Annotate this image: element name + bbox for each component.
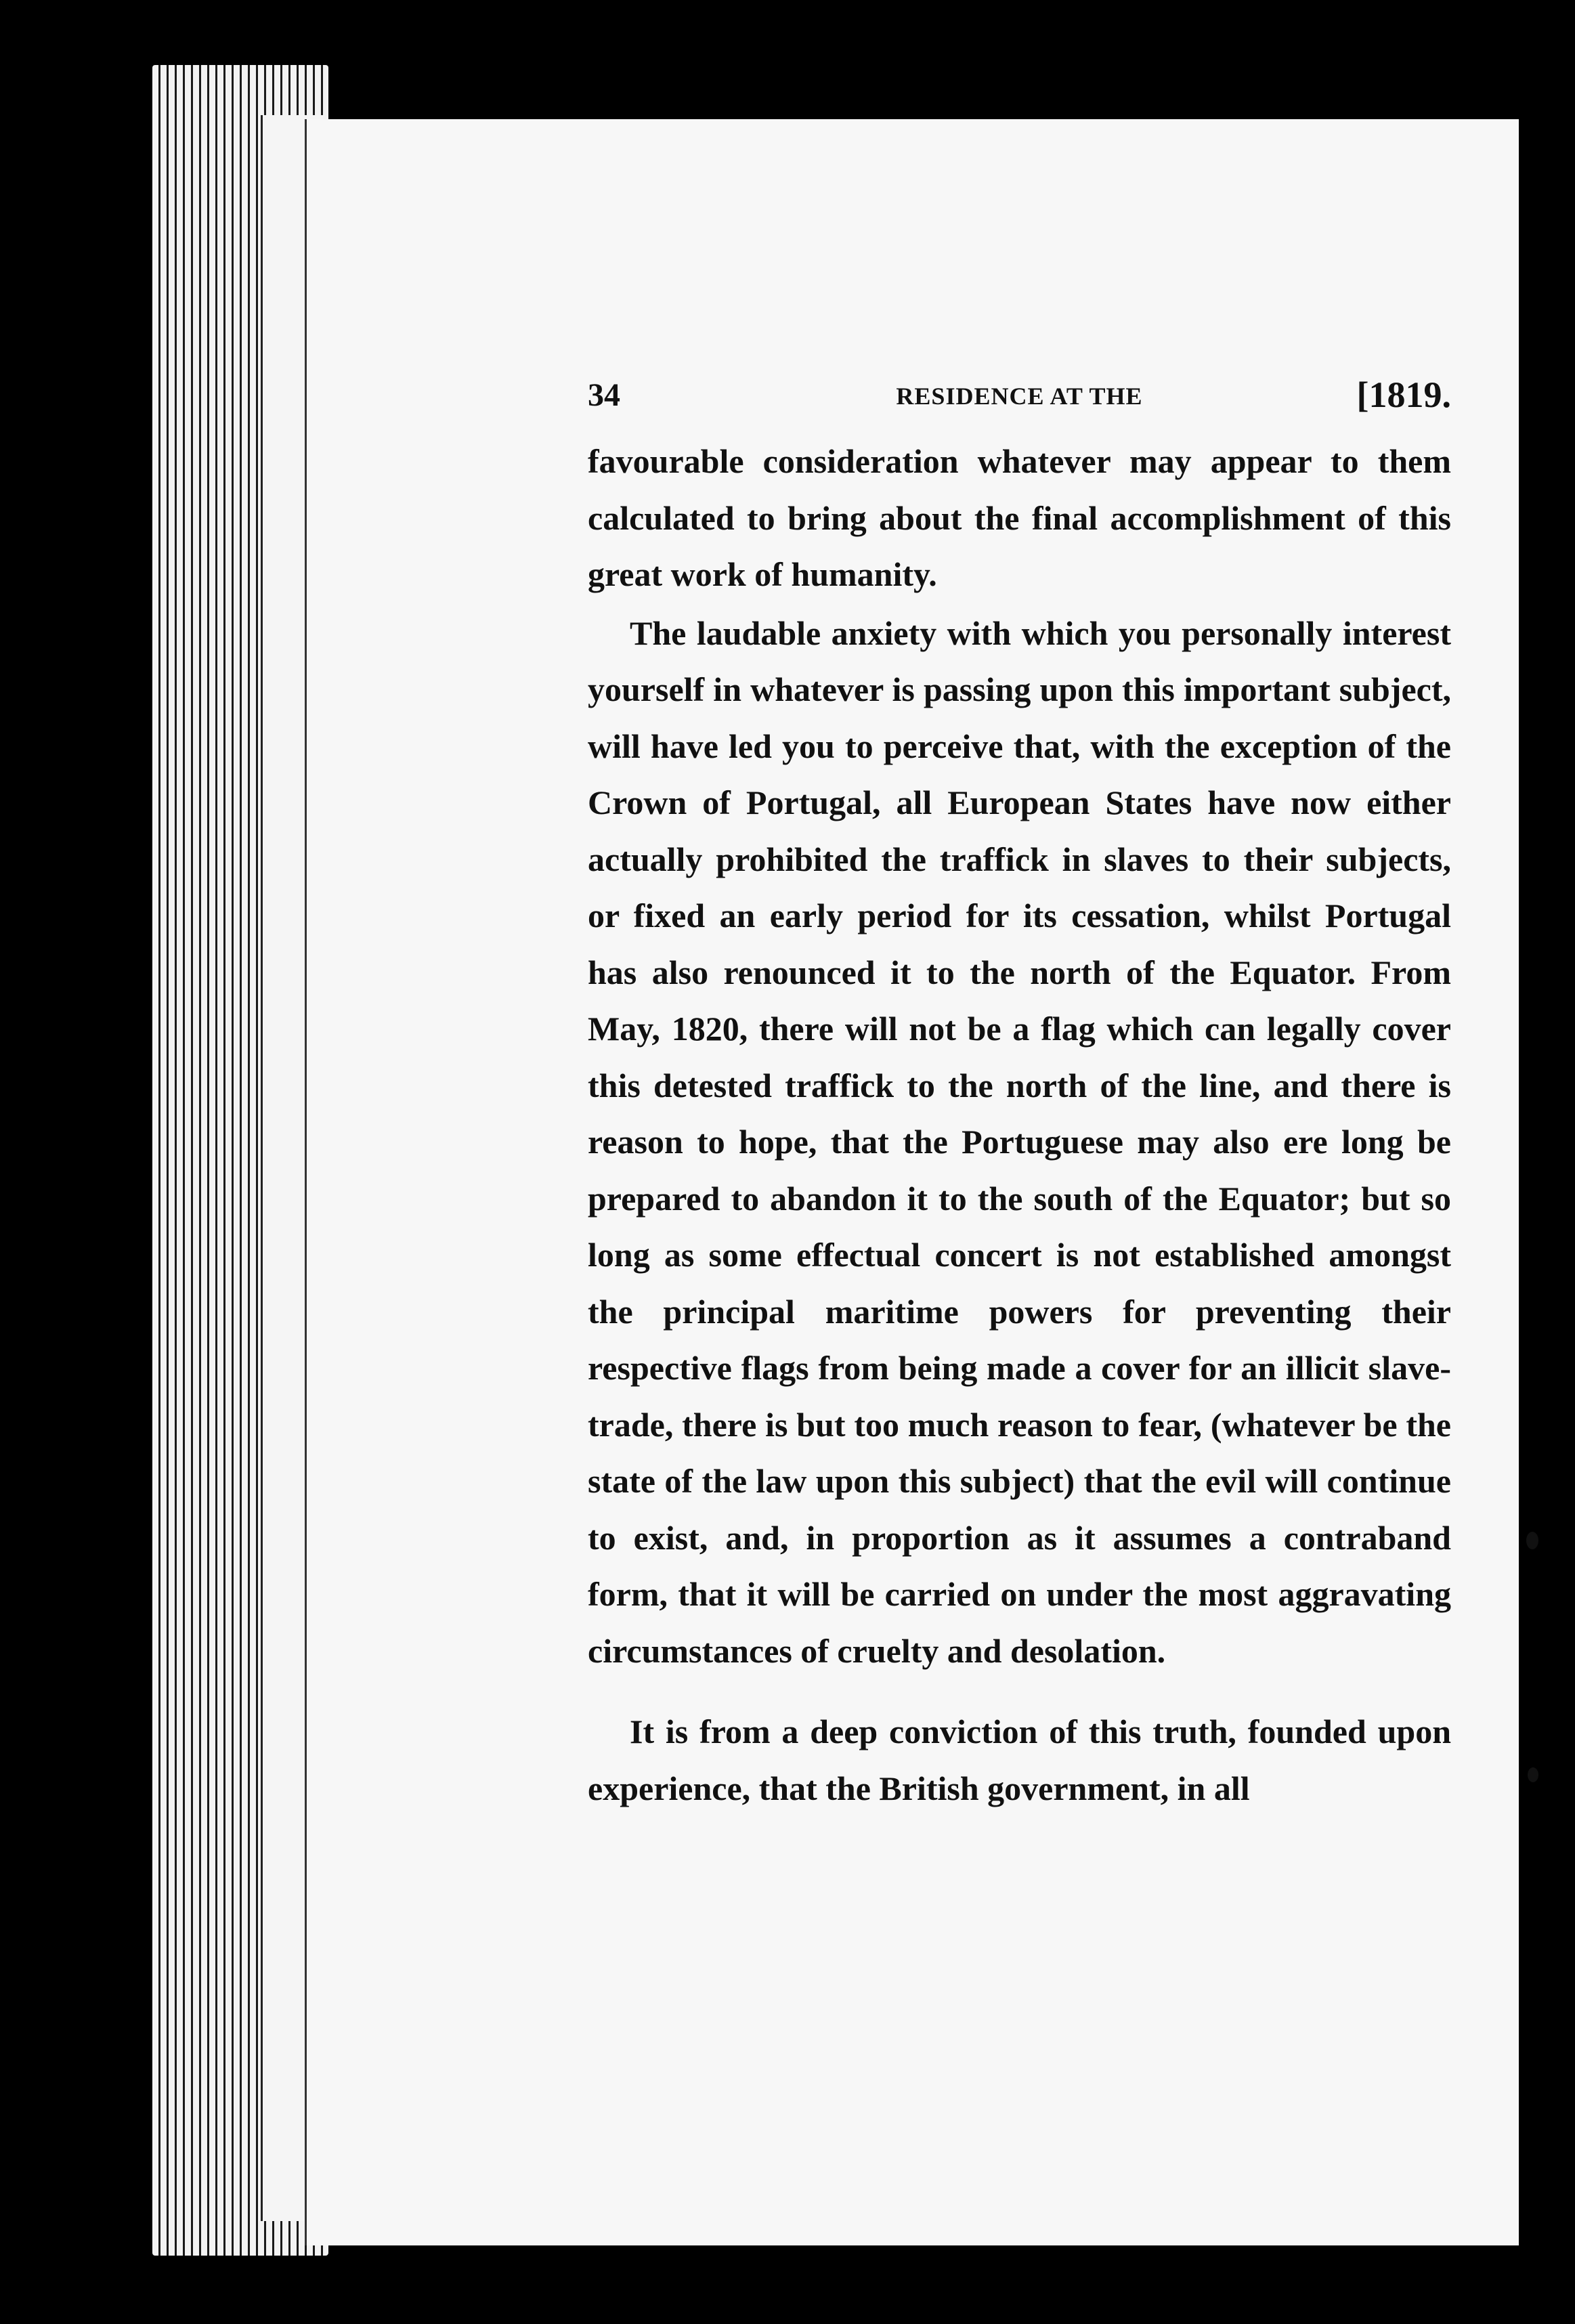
body-text: [588, 433, 1451, 1817]
running-year: [1819.: [1356, 374, 1451, 415]
scan-speck: [1526, 1532, 1538, 1549]
running-head: [588, 371, 1451, 425]
page-number: 34: [588, 377, 620, 413]
paragraph: It is from a deep conviction of this truth, founded upon experience, that the British government, in all: [588, 1713, 1451, 1807]
running-title: RESIDENCE AT THE: [896, 383, 1143, 410]
paragraph: The laudable anxiety with which you personally interest yourself in whatever is passing upon this important subject, will have led you to perceive that, with the exception of the Crown of Portugal, all European States have now either actually prohibited the traffick in slaves to their subjects, or fixed an early period for its cessation, whilst Portugal has also renounced it to the north of the Equator. From May, 1820, there will not be a flag which can legally cover this detested traffick to the north of the line, and there is reason to hope, that the Portuguese may also ere long be prepared to abandon it to the south of the Equator; but so long as some effectual concert is not established amongst the principal maritime powers for preventing their respective flags from being made a cover for an illicit slave-trade, there is but too much reason to fear, (whatever be the state of the law upon this subject) that the evil will continue to exist, and, in proportion as it assumes a contraband form, that it will be carried on under the most aggravating circumstances of cruelty and desolation.: [588, 614, 1451, 1670]
scan-speck: [1528, 1767, 1538, 1782]
paragraph-continuation: favourable consideration whatever may appear to them calculated to bring about the final accomplishment of this great work of humanity.: [588, 442, 1451, 593]
